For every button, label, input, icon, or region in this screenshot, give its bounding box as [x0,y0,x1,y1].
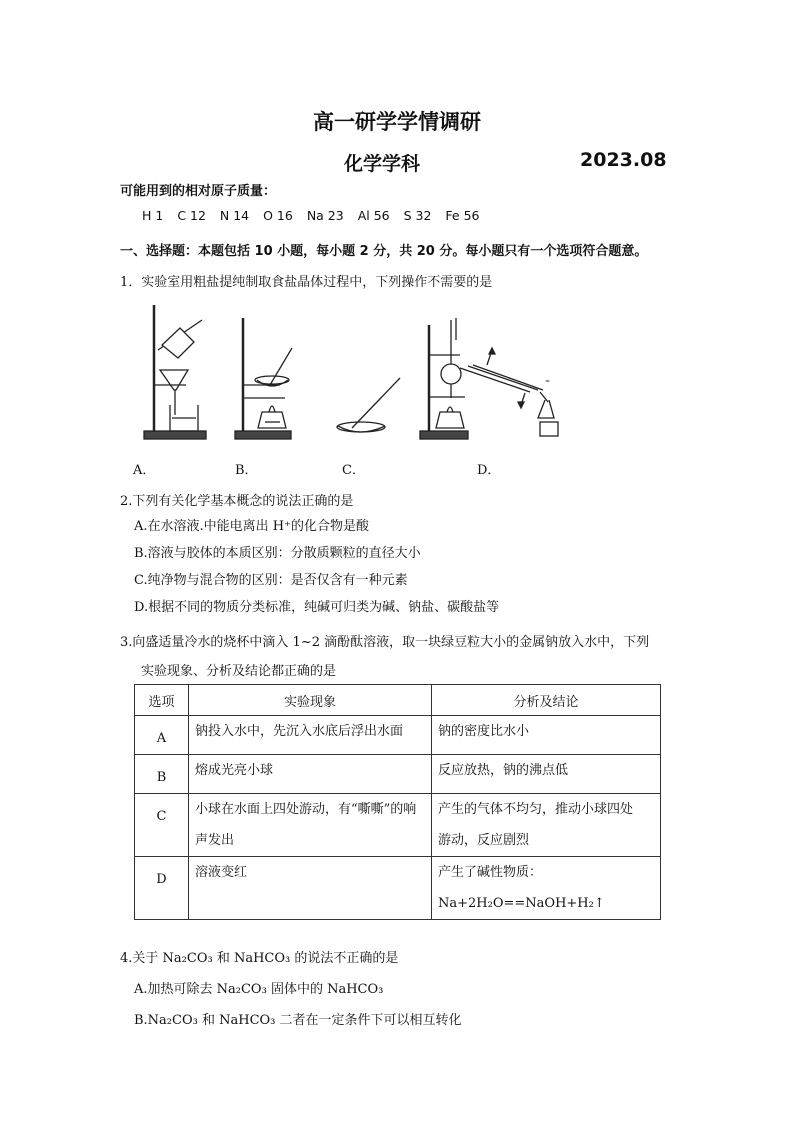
table-cell-phenomenon [189,794,432,857]
q3-stem-line2: 实验现象、分析及结论都正确的是 [141,664,337,679]
table-cell-analysis [432,794,661,857]
q2-stem: 2.下列有关化学基本概念的说法正确的是 [120,494,354,509]
q1-option-b-label: B． [235,463,258,478]
svg-text:≈: ≈ [545,378,551,385]
table-cell-line: Na+2H₂O==NaOH+H₂↑ [438,896,605,911]
q3-table [134,684,661,920]
table-row [135,755,661,794]
filtration-apparatus [144,305,206,439]
atomic-mass-item: Al 56 [357,208,390,223]
atomic-mass-item: C 12 [177,208,206,223]
distillation-apparatus [420,318,558,439]
q1-option-c-label: C． [342,463,365,478]
atomic-mass-item: Fe 56 [445,208,480,223]
table-cell-analysis: 钠的密度比水小 [432,716,661,755]
atomic-mass-item: H 1 [142,208,164,223]
q4-stem: 4.关于 Na₂CO₃ 和 NaHCO₃ 的说法不正确的是 [120,951,399,966]
table-cell-analysis [432,857,661,920]
atomic-mass-item: Na 23 [306,208,344,223]
q1-option-a-label: A． [133,463,156,478]
q2-option-c: C.纯净物与混合物的区别：是否仅含有一种元素 [134,573,408,588]
atomic-mass-item: N 14 [219,208,250,223]
table-cell-analysis: 反应放热，钠的沸点低 [432,755,661,794]
table-row [135,794,661,857]
table-cell-line: 产生的气体不均匀，推动小球四处 [438,802,634,817]
q1-option-d-label: D． [477,463,501,478]
table-cell-phenomenon: 溶液变红 [189,857,432,920]
q2-option-d: D.根据不同的物质分类标准，纯碱可归类为碱、钠盐、碳酸盐等 [134,600,500,615]
atomic-mass-item: O 16 [263,208,293,223]
table-row [135,857,661,920]
q2-option-a: A.在水溶液.中能电离出 H⁺的化合物是酸 [134,519,369,534]
exam-title: 高一研学学情调研 [313,110,481,134]
q3-stem-line1: 3.向盛适量冷水的烧杯中滴入 1~2 滴酚酞溶液，取一块绿豆粒大小的金属钠放入水中，下列 [120,635,650,650]
table-cell-line: 声发出 [195,833,235,848]
table-cell-line: 产生了碱性物质： [438,865,543,880]
evaporation-apparatus [235,318,292,439]
table-cell-phenomenon: 钠投入水中，先沉入水底后浮出水面 [189,716,432,755]
table-cell-option: B [135,755,189,794]
table-cell-line: 游动，反应剧烈 [438,833,530,848]
table-cell-option: C [135,794,189,857]
exam-date: 2023.08 [580,149,667,171]
q4-option-a: A.加热可除去 Na₂CO₃ 固体中的 NaHCO₃ [134,982,384,997]
glass-rod-dish [337,378,400,432]
section-heading: 一、选择题：本题包括 10 小题，每小题 2 分，共 20 分。每小题只有一个选项符合题意。 [120,244,648,259]
exam-subject: 化学学科 [344,153,421,175]
table-header: 分析及结论 [432,685,661,716]
atomic-mass-list [142,208,489,223]
table-cell-option: D [135,857,189,920]
q2-option-b: B.溶液与胶体的本质区别：分散质颗粒的直径大小 [134,546,421,561]
table-header: 实验现象 [189,685,432,716]
table-cell-phenomenon: 熔成光亮小球 [189,755,432,794]
table-cell-line: 小球在水面上四处游动，有“嘶嘶”的响 [195,802,417,817]
q4-option-b: B.Na₂CO₃ 和 NaHCO₃ 二者在一定条件下可以相互转化 [134,1013,462,1028]
table-cell-option: A [135,716,189,755]
atomic-mass-item: S 32 [403,208,432,223]
q1-stem: 1．实验室用粗盐提纯制取食盐晶体过程中，下列操作不需要的是 [120,275,493,290]
table-row [135,716,661,755]
q1-apparatus-figure [120,300,590,460]
atomic-mass-heading: 可能用到的相对原子质量： [120,184,277,199]
table-header: 选项 [135,685,189,716]
